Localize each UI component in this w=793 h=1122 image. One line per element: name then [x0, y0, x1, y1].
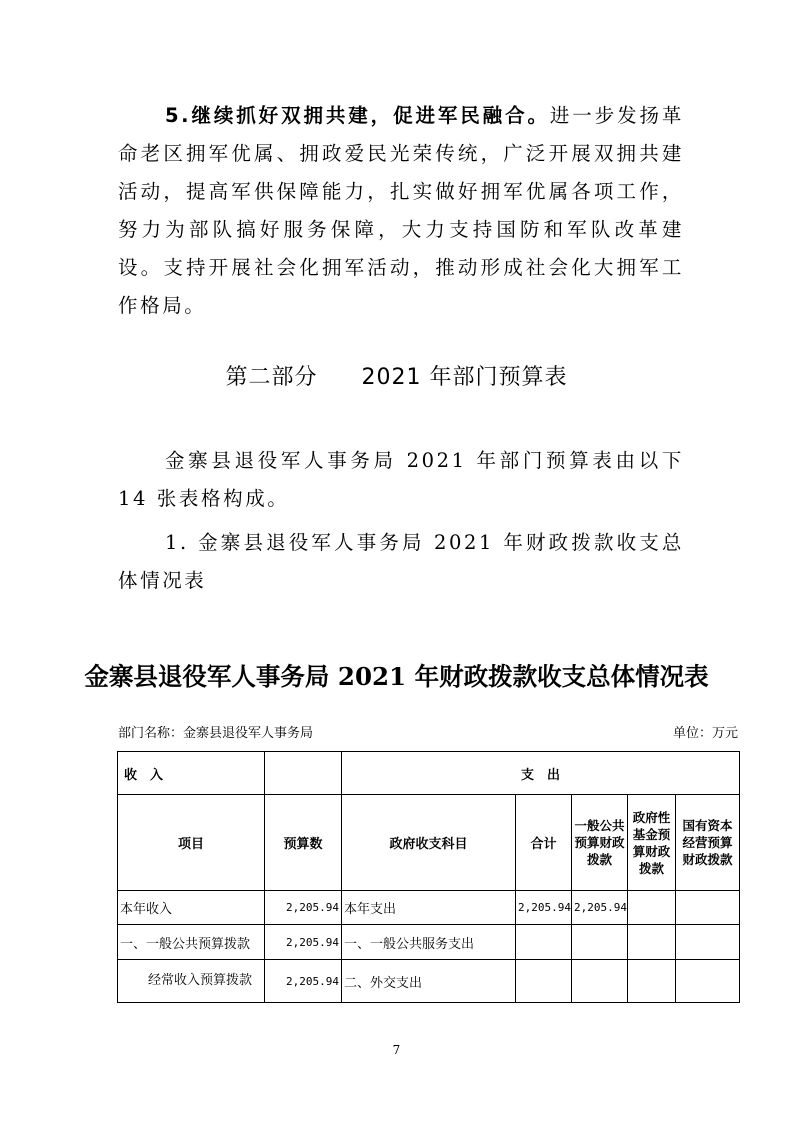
- row-budget: 2,205.94: [265, 891, 342, 925]
- unit-label: 单位：万元: [672, 726, 738, 741]
- row-total: [516, 960, 572, 1003]
- row-total: [516, 925, 572, 960]
- income-group-header: 收 入: [118, 752, 265, 795]
- row-general: 2,205.94: [572, 891, 628, 925]
- row-state-capital: [676, 925, 740, 960]
- row-gov-fund: [628, 891, 676, 925]
- section-heading: 2021 年部门预算表: [361, 365, 568, 390]
- total-header: 合计: [516, 795, 572, 891]
- section-part: 第二部分: [225, 365, 318, 390]
- row-budget: 2,205.94: [265, 925, 342, 960]
- row-total: 2,205.94: [516, 891, 572, 925]
- page-number: 7: [392, 1043, 401, 1057]
- body-paragraph-2: 1. 金寨县退役军人事务局 2021 年财政拨款收支总体情况表: [118, 531, 684, 592]
- row-general: [572, 960, 628, 1003]
- table-row: [118, 891, 740, 925]
- row-item: 一、一般公共预算拨款: [118, 925, 265, 960]
- subject-header: 政府收支科目: [342, 795, 516, 891]
- budget-header: 预算数: [265, 795, 342, 891]
- table-row: [118, 925, 740, 960]
- row-general: [572, 925, 628, 960]
- item-header: 项目: [118, 795, 265, 891]
- intro-paragraph: [118, 97, 684, 325]
- row-item: 经常收入预算拨款: [118, 960, 265, 1003]
- general-budget-header: 一般公共预算财政拨款: [572, 795, 628, 891]
- row-budget: 2,205.94: [265, 960, 342, 1003]
- body-paragraph-1: 金寨县退役军人事务局 2021 年部门预算表由以下 14 张表格构成。: [118, 449, 684, 510]
- budget-table: [117, 751, 740, 1003]
- section-title: [0, 360, 793, 391]
- row-state-capital: [676, 891, 740, 925]
- expense-group-header: 支 出: [342, 752, 740, 795]
- department-name: 部门名称：金寨县退役军人事务局: [118, 726, 314, 741]
- gov-fund-header: 政府性基金预算财政拨款: [628, 795, 676, 891]
- row-state-capital: [676, 960, 740, 1003]
- row-gov-fund: [628, 960, 676, 1003]
- row-item: 本年收入: [118, 891, 265, 925]
- table-row: [118, 960, 740, 1003]
- row-subject: 一、一般公共服务支出: [342, 925, 516, 960]
- intro-rest: 进一步发扬革命老区拥军优属、拥政爱民光荣传统，广泛开展双拥共建活动，提高军供保障能力，扎实做好拥军优属各项工作，努力为部队搞好服务保障，大力支持国防和军队改革建设。支持开展社会化拥军活动，推动形成社会化大拥军工作格局。: [118, 104, 684, 317]
- state-capital-header: 国有资本经营预算财政拨款: [676, 795, 740, 891]
- empty-cell: [265, 752, 342, 795]
- row-subject: 二、外交支出: [342, 960, 516, 1003]
- intro-lead: 5.继续抓好双拥共建，促进军民融合。: [165, 104, 550, 127]
- row-subject: 本年支出: [342, 891, 516, 925]
- table-title: 金寨县退役军人事务局 2021 年财政拨款收支总体情况表: [84, 662, 709, 691]
- row-gov-fund: [628, 925, 676, 960]
